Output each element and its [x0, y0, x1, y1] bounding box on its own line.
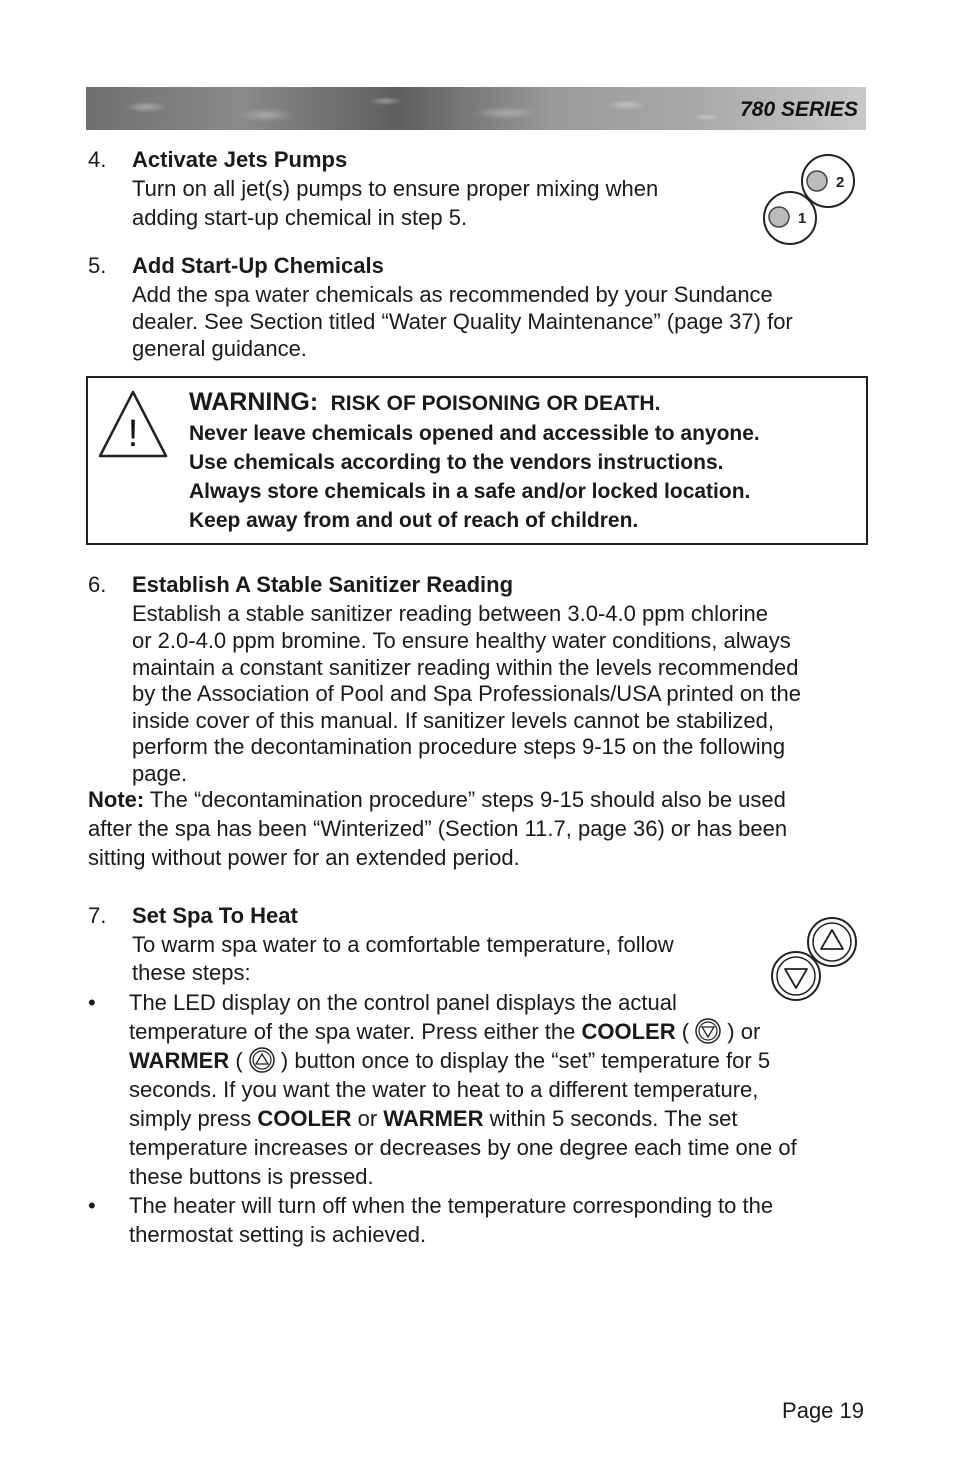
step6-line: page.	[132, 761, 188, 786]
step7-line: these steps:	[132, 960, 251, 985]
warning-symbol: !	[127, 413, 139, 455]
bullet2-line: thermostat setting is achieved.	[129, 1222, 427, 1247]
step4-line: Turn on all jet(s) pumps to ensure proper mixing when	[132, 176, 659, 201]
bullet-marker: •	[88, 1193, 96, 1218]
series-label: 780 SERIES	[740, 98, 858, 121]
step5-line: general guidance.	[132, 336, 307, 361]
warning-line: Keep away from and out of reach of children.	[189, 509, 639, 532]
step6-line: Establish a stable sanitizer reading between 3.0-4.0 ppm chlorine	[132, 601, 768, 626]
pump-2-label: 2	[836, 174, 845, 191]
warning-subheading: RISK OF POISONING OR DEATH.	[330, 392, 661, 415]
cooler-button-icon	[695, 1018, 721, 1044]
note-label: Note:	[88, 787, 145, 812]
pump-buttons-icon	[760, 154, 860, 248]
step5-line: dealer. See Section titled “Water Quality Maintenance” (page 37) for	[132, 309, 793, 334]
step6-line: by the Association of Pool and Spa Professionals/USA printed on the	[132, 681, 801, 706]
step6-number: 6.	[88, 572, 107, 597]
step7-title: Set Spa To Heat	[132, 903, 298, 928]
note-line: sitting without power for an extended period.	[88, 845, 520, 870]
step4-title: Activate Jets Pumps	[132, 147, 348, 172]
step6-title: Establish A Stable Sanitizer Reading	[132, 572, 514, 597]
note-line: after the spa has been “Winterized” (Section 11.7, page 36) or has been	[88, 816, 788, 841]
warmer-button-icon	[249, 1047, 275, 1073]
step6-line: perform the decontamination procedure steps 9-15 on the following	[132, 734, 786, 759]
step7-line: To warm spa water to a comfortable temperature, follow	[132, 932, 674, 957]
header-banner	[86, 87, 866, 130]
warning-line: Never leave chemicals opened and accessible to anyone.	[189, 422, 760, 445]
bullet2-line: The heater will turn off when the temperature corresponding to the	[129, 1193, 774, 1218]
bullet1-line: seconds. If you want the water to heat to a different temperature,	[129, 1077, 759, 1102]
bullet-marker: •	[88, 990, 96, 1015]
bullet1-line: these buttons is pressed.	[129, 1164, 374, 1189]
warning-heading: WARNING:	[189, 388, 319, 416]
step7-number: 7.	[88, 903, 107, 928]
warning-triangle-icon	[96, 388, 170, 460]
bullet1-line: temperature of the spa water. Press either the COOLER ( ) or	[129, 1019, 761, 1044]
step5-line: Add the spa water chemicals as recommended by your Sundance	[132, 282, 773, 307]
step5-title: Add Start-Up Chemicals	[132, 253, 384, 278]
warning-heading-row	[189, 388, 660, 417]
step4-number: 4.	[88, 147, 107, 172]
pump-1-label: 1	[798, 210, 807, 227]
cooler-label: COOLER	[581, 1019, 676, 1044]
step6-line: or 2.0-4.0 ppm bromine. To ensure healthy water conditions, always	[132, 628, 791, 653]
bullet1-line: WARMER ( ) button once to display the “set” temperature for 5	[129, 1048, 771, 1073]
note-text: The “decontamination procedure” steps 9-15 should also be used	[144, 787, 786, 812]
note-line	[88, 786, 786, 813]
step5-number: 5.	[88, 253, 107, 278]
step4-line: adding start-up chemical in step 5.	[132, 205, 468, 230]
bullet1-line: simply press COOLER or WARMER within 5 seconds. The set	[129, 1106, 738, 1131]
warning-line: Always store chemicals in a safe and/or locked location.	[189, 480, 751, 503]
bullet1-line: temperature increases or decreases by one degree each time one of	[129, 1135, 797, 1160]
step6-line: maintain a constant sanitizer reading within the levels recommended	[132, 655, 799, 680]
step6-line: inside cover of this manual. If sanitizer levels cannot be stabilized,	[132, 708, 774, 733]
page-number: Page 19	[782, 1398, 864, 1423]
warmer-label: WARMER	[129, 1048, 230, 1073]
bullet1-line: The LED display on the control panel displays the actual	[129, 990, 677, 1015]
warning-line: Use chemicals according to the vendors instructions.	[189, 451, 724, 474]
temperature-buttons-icon	[770, 915, 860, 1005]
